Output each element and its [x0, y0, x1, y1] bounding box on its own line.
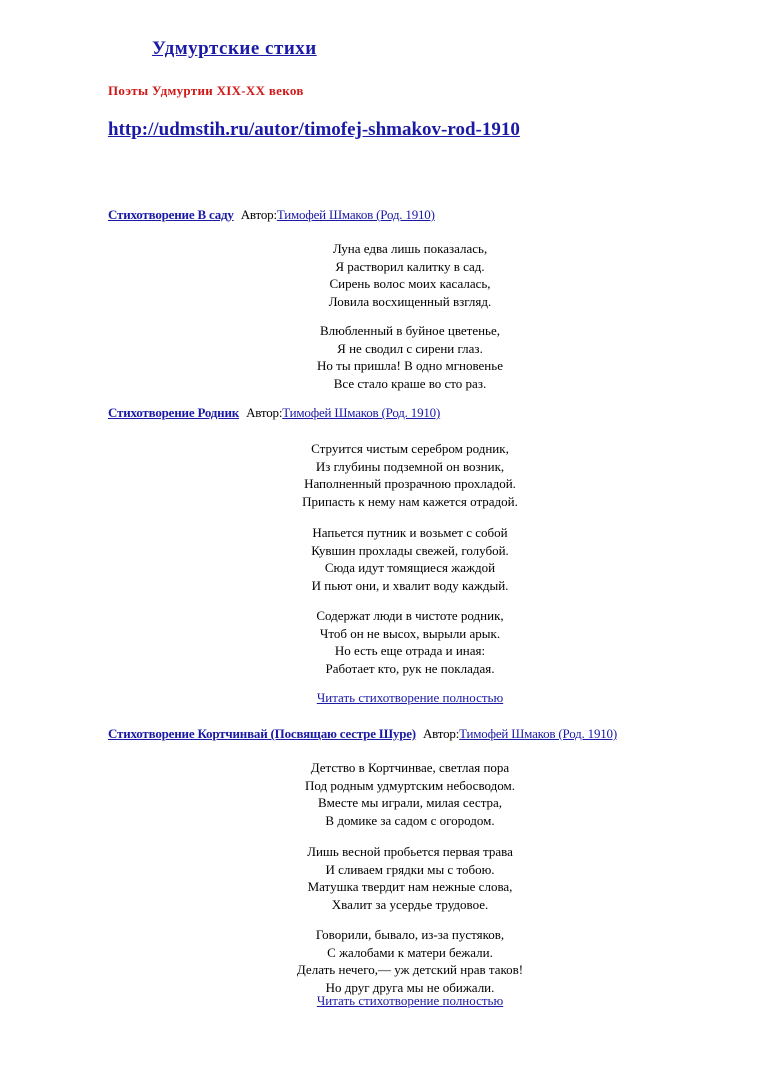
poem-line: Детство в Кортчинвае, светлая пора — [310, 760, 510, 775]
poem-stanza — [0, 759, 768, 829]
source-url-link[interactable]: http://udmstih.ru/autor/timofej-shmakov-rod-1910 — [108, 119, 520, 140]
poem-line: Чтоб он не высох, вырыли арык. — [319, 625, 501, 641]
poem-heading — [108, 405, 440, 421]
poem-line: Делать нечего,— уж детский нрав таков! — [296, 962, 524, 977]
poem-line: Но ты пришла! В одно мгновенье — [317, 358, 503, 373]
author-label: Автор: — [246, 405, 283, 420]
poem-stanza — [0, 843, 768, 913]
poem-line: Вместе мы играли, милая сестра, — [317, 795, 503, 810]
poem-line: Но друг друга мы не обижали. — [325, 979, 495, 995]
poem-line: Говорили, бывало, из-за пустяков, — [315, 927, 505, 942]
poem-line: Я не сводил с сирени глаз. — [337, 340, 483, 356]
poem-title-link[interactable]: Стихотворение Кортчинвай (Посвящаю сестре Шуре) — [108, 726, 416, 741]
poem-line: Из глубины подземной он возник, — [315, 458, 505, 474]
read-more-row — [0, 690, 768, 706]
poem-line: Матушка твердит нам нежные слова, — [307, 879, 513, 894]
site-title[interactable]: Удмуртские стихи — [152, 38, 317, 59]
read-more-link[interactable]: Читать стихотворение полностью — [316, 690, 504, 705]
poem-heading — [108, 207, 435, 223]
poem-title-link[interactable]: Стихотворение В саду — [108, 207, 234, 222]
poem-line: Работает кто, рук не покладая. — [325, 660, 495, 676]
poem-line: Луна едва лишь показалась, — [332, 241, 488, 256]
site-subtitle: Поэты Удмуртии XIX-XX веков — [108, 83, 304, 98]
poem-line: И сливаем грядки мы с тобою. — [325, 861, 495, 877]
poem-line: И пьют они, и хвалит воду каждый. — [311, 577, 509, 593]
author-link[interactable]: Тимофей Шмаков (Род. 1910) — [276, 207, 435, 222]
poem-line: Наполненный прозрачною прохладой. — [304, 476, 516, 491]
poem-line: С жалобами к матери бежали. — [327, 944, 493, 960]
poem-line: Сюда идут томящиеся жаждой — [324, 560, 496, 575]
poem-line: Припасть к нему нам кажется отрадой. — [302, 493, 518, 509]
poem-stanza — [0, 926, 768, 996]
read-more-row — [0, 993, 768, 1009]
poem-line: Под родным удмуртским небосводом. — [305, 777, 515, 793]
poem-line: Ловила восхищенный взгляд. — [328, 293, 492, 309]
poem-line: Напьется путник и возьмет с собой — [312, 525, 508, 540]
author-link[interactable]: Тимофей Шмаков (Род. 1910) — [282, 405, 441, 420]
poem-stanza — [0, 524, 768, 594]
poem-line: Сирень волос моих касалась, — [329, 276, 491, 291]
poem-line: Струится чистым серебром родник, — [311, 441, 509, 456]
poem-line: В домике за садом с огородом. — [325, 812, 495, 828]
author-label: Автор: — [422, 726, 460, 741]
poem-stanza — [0, 607, 768, 677]
poem-heading — [108, 726, 617, 742]
author-label: Автор: — [240, 207, 277, 222]
poem-line: Влюбленный в буйное цветенье, — [319, 323, 501, 338]
read-more-link[interactable]: Читать стихотворение полностью — [316, 993, 504, 1008]
poem-line: Хвалит за усердье трудовое. — [331, 896, 489, 912]
poem-line: Лишь весной пробьется первая трава — [307, 844, 513, 859]
poem-stanza — [0, 440, 768, 510]
poem-stanza — [0, 240, 768, 310]
poem-line: Но есть еще отрада и иная: — [334, 643, 486, 658]
poem-line: Я растворил калитку в сад. — [335, 258, 485, 274]
poem-stanza — [0, 322, 768, 392]
poem-title-link[interactable]: Стихотворение Родник — [108, 405, 240, 420]
poem-line: Все стало краше во сто раз. — [333, 375, 487, 391]
author-link[interactable]: Тимофей Шмаков (Род. 1910) — [459, 726, 617, 741]
poem-line: Кувшин прохлады свежей, голубой. — [311, 542, 509, 558]
poem-line: Содержат люди в чистоте родник, — [316, 608, 504, 623]
